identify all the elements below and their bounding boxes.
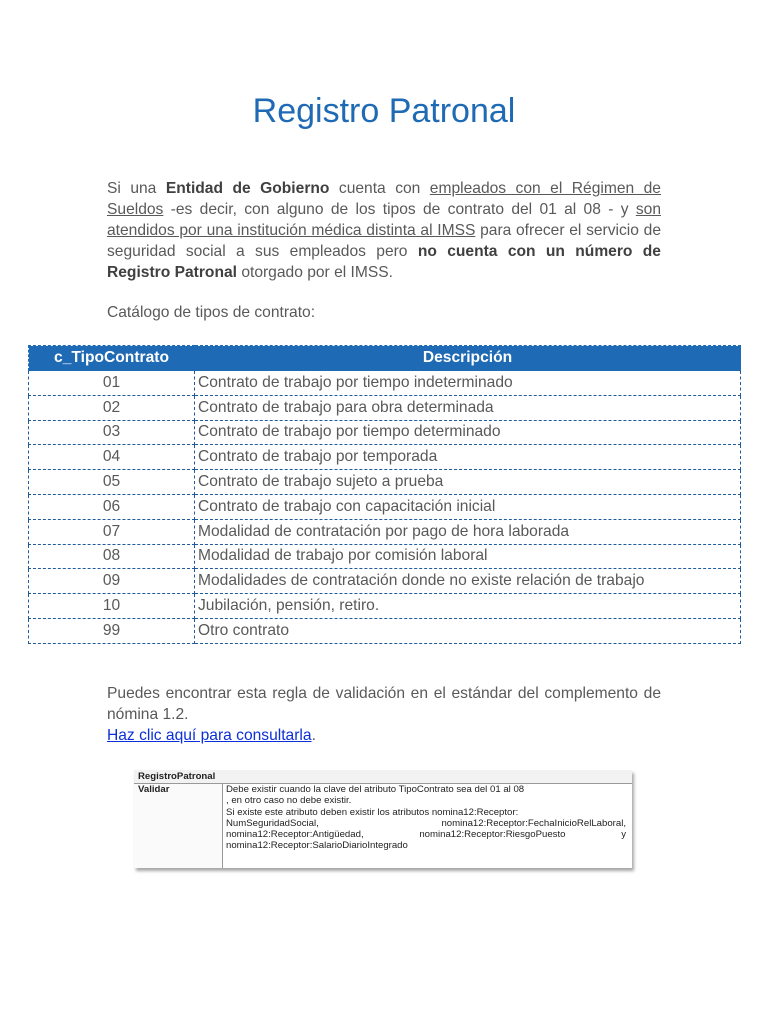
- intro-underline-employees: empleados con el Régimen de Sueldos: [107, 180, 661, 218]
- table-row: [29, 371, 741, 396]
- table-row: [29, 395, 741, 420]
- excerpt-attribute: nomina12:Receptor:RiesgoPuesto: [419, 829, 566, 841]
- contract-code: 08: [29, 544, 195, 569]
- table-row: [29, 420, 741, 445]
- contract-description: Contrato de trabajo por tiempo indeterminado: [195, 371, 741, 396]
- intro-underline-institution: son atendidos por una institución médica distinta al IMSS: [107, 201, 661, 239]
- column-header-description: Descripción: [195, 346, 741, 371]
- excerpt-title: RegistroPatronal: [134, 770, 632, 784]
- table-row: [29, 569, 741, 594]
- contract-description: Otro contrato: [195, 618, 741, 643]
- contract-code: 04: [29, 445, 195, 470]
- contract-code: 09: [29, 569, 195, 594]
- table-row: [29, 470, 741, 495]
- contract-description: Contrato de trabajo por temporada: [195, 445, 741, 470]
- contract-code: 10: [29, 594, 195, 619]
- intro-text: cuenta con: [329, 180, 430, 197]
- excerpt-attribute: nomina12:Receptor:FechaInicioRelLaboral,: [441, 817, 626, 829]
- intro-text: otorgado por el IMSS.: [236, 264, 394, 281]
- validation-rule-text: Puedes encontrar esta regla de validación en el estándar del complemento de nómina 1.2.: [107, 685, 661, 723]
- contract-code: 02: [29, 395, 195, 420]
- excerpt-attribute: NumSeguridadSocial,: [226, 817, 319, 829]
- intro-text: -es decir, con alguno de los tipos de contrato del 01 al 08 - y: [163, 201, 636, 218]
- catalog-label: Catálogo de tipos de contrato:: [107, 304, 316, 321]
- contract-description: Modalidades de contratación donde no existe relación de trabajo: [195, 569, 741, 594]
- intro-text: Si una: [107, 180, 166, 197]
- column-header-code: c_TipoContrato: [29, 346, 195, 371]
- excerpt-line: [226, 829, 626, 840]
- contract-description: Modalidad de contratación por pago de hora laborada: [195, 519, 741, 544]
- contract-code: 07: [29, 519, 195, 544]
- contract-description: Jubilación, pensión, retiro.: [195, 594, 741, 619]
- contract-code: 03: [29, 420, 195, 445]
- contract-code: 05: [29, 470, 195, 495]
- intro-paragraph: [107, 178, 661, 283]
- excerpt-line: Debe existir cuando la clave del atributo TipoContrato sea del 01 al 08: [226, 784, 525, 795]
- table-row: [29, 519, 741, 544]
- excerpt-conjunction: y: [621, 829, 626, 841]
- page-title: Registro Patronal: [252, 92, 516, 130]
- contract-description: Contrato de trabajo para obra determinada: [195, 395, 741, 420]
- intro-text: para ofrecer el servicio de seguridad social a sus empleados pero: [107, 222, 661, 260]
- consult-rule-link[interactable]: Haz clic aquí para consultarla: [107, 727, 312, 744]
- contract-code: 06: [29, 494, 195, 519]
- table-row: [29, 445, 741, 470]
- table-row: [29, 618, 741, 643]
- embedded-standard-excerpt: [134, 770, 632, 868]
- table-row: [29, 594, 741, 619]
- table-header-row: [29, 346, 741, 371]
- rule-link-line: [107, 725, 316, 746]
- excerpt-line: , en otro caso no debe existir.: [226, 795, 352, 807]
- excerpt-body: [134, 784, 632, 868]
- intro-bold-entity: Entidad de Gobierno: [165, 180, 330, 197]
- intro-bold-registry: no cuenta con un número de Registro Patronal: [107, 243, 661, 281]
- table-row: [29, 544, 741, 569]
- contract-description: Modalidad de trabajo por comisión laboral: [195, 544, 741, 569]
- excerpt-attribute: nomina12:Receptor:Antigüedad,: [226, 829, 364, 841]
- excerpt-line: nomina12:Receptor:SalarioDiarioIntegrado: [226, 840, 408, 852]
- contract-code: 01: [29, 371, 195, 396]
- excerpt-line: Si existe este atributo deben existir los atributos nomina12:Receptor:: [226, 806, 519, 818]
- excerpt-description: [223, 784, 630, 868]
- contract-description: Contrato de trabajo sujeto a prueba: [195, 470, 741, 495]
- link-period: .: [311, 727, 316, 744]
- contract-types-table: [28, 345, 741, 644]
- excerpt-line: [226, 818, 626, 829]
- contract-code: 99: [29, 618, 195, 643]
- excerpt-label: Validar: [134, 784, 223, 868]
- contract-description: Contrato de trabajo con capacitación inicial: [195, 494, 741, 519]
- table-row: [29, 494, 741, 519]
- contract-description: Contrato de trabajo por tiempo determinado: [195, 420, 741, 445]
